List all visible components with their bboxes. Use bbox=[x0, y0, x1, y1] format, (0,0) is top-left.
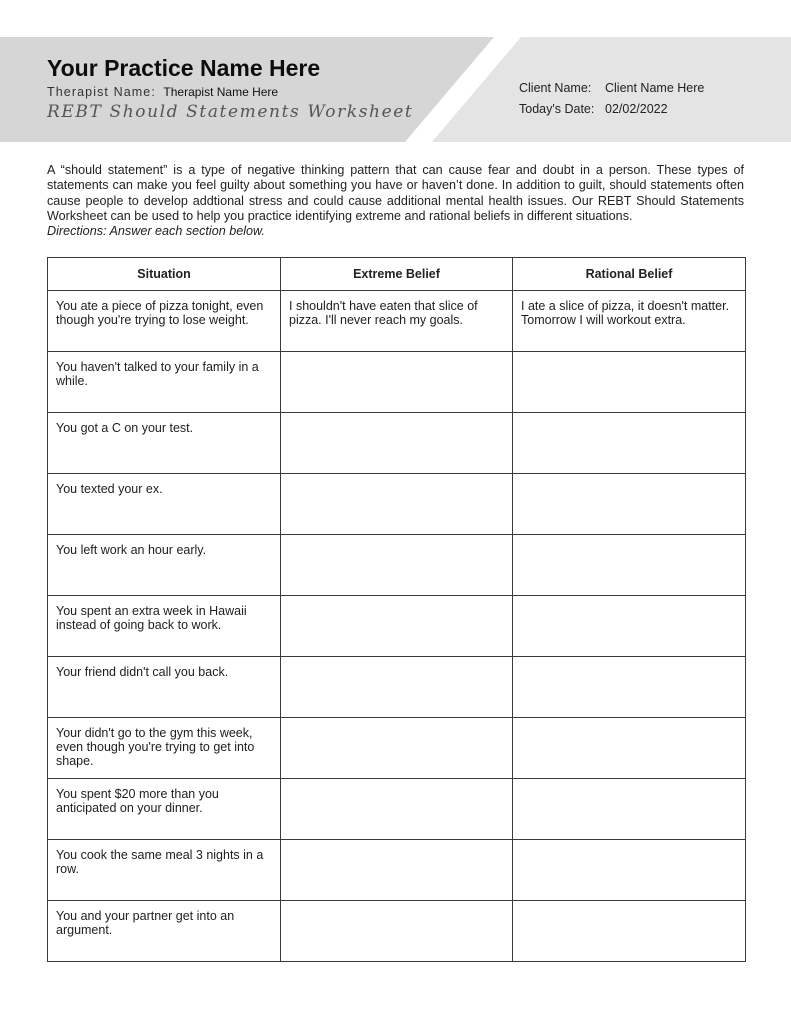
date-field[interactable]: 02/02/2022 bbox=[605, 102, 668, 116]
table-row bbox=[48, 901, 746, 962]
extreme-belief-cell[interactable] bbox=[281, 352, 513, 413]
therapist-label: Therapist Name: bbox=[47, 85, 156, 99]
situation-cell: You texted your ex. bbox=[48, 474, 281, 535]
rational-belief-cell[interactable] bbox=[513, 657, 746, 718]
date-label: Today's Date: bbox=[519, 102, 595, 116]
intro-text: A “should statement” is a type of negative thinking pattern that can cause fear and doubt in a person. These types of statements can make you feel guilty about something you have or haven’t done. In addition to guilt, should statements often cause people to develop addtional stress and could cause additional mental health issues. Our REBT Should Statements Worksheet can be used to help you practice identifying extreme and rational beliefs in different situations. bbox=[47, 163, 744, 223]
extreme-belief-cell[interactable] bbox=[281, 535, 513, 596]
table-row bbox=[48, 779, 746, 840]
situation-cell: You got a C on your test. bbox=[48, 413, 281, 474]
table-row bbox=[48, 291, 746, 352]
situation-cell: You cook the same meal 3 nights in a row. bbox=[48, 840, 281, 901]
date-row bbox=[519, 102, 704, 123]
situation-cell: Your friend didn't call you back. bbox=[48, 657, 281, 718]
table-row bbox=[48, 718, 746, 779]
rational-belief-cell[interactable] bbox=[513, 413, 746, 474]
situation-cell: You spent an extra week in Hawaii instead of going back to work. bbox=[48, 596, 281, 657]
worksheet-title: REBT Should Statements Worksheet bbox=[47, 102, 414, 122]
client-name-row bbox=[519, 81, 704, 102]
situation-cell: You and your partner get into an argument. bbox=[48, 901, 281, 962]
rational-belief-cell[interactable] bbox=[513, 535, 746, 596]
table-row bbox=[48, 535, 746, 596]
table-row bbox=[48, 413, 746, 474]
extreme-belief-cell[interactable] bbox=[281, 474, 513, 535]
therapist-row bbox=[47, 85, 278, 99]
client-name-label: Client Name: bbox=[519, 81, 592, 95]
extreme-belief-cell[interactable] bbox=[281, 840, 513, 901]
rational-belief-cell[interactable] bbox=[513, 596, 746, 657]
extreme-belief-cell[interactable]: I shouldn't have eaten that slice of pizza. I'll never reach my goals. bbox=[281, 291, 513, 352]
rational-belief-cell[interactable]: I ate a slice of pizza, it doesn't matter. Tomorrow I will workout extra. bbox=[513, 291, 746, 352]
header-rational-belief: Rational Belief bbox=[513, 258, 746, 291]
situation-cell: You spent $20 more than you anticipated on your dinner. bbox=[48, 779, 281, 840]
extreme-belief-cell[interactable] bbox=[281, 901, 513, 962]
table-row bbox=[48, 657, 746, 718]
situation-cell: You haven't talked to your family in a while. bbox=[48, 352, 281, 413]
worksheet-table bbox=[47, 257, 746, 962]
extreme-belief-cell[interactable] bbox=[281, 718, 513, 779]
client-name-field[interactable]: Client Name Here bbox=[605, 81, 705, 95]
table-row bbox=[48, 352, 746, 413]
table-header-row bbox=[48, 258, 746, 291]
header-situation: Situation bbox=[48, 258, 281, 291]
rational-belief-cell[interactable] bbox=[513, 901, 746, 962]
directions-text: Directions: Answer each section below. bbox=[47, 224, 265, 239]
client-info bbox=[519, 81, 704, 123]
rational-belief-cell[interactable] bbox=[513, 840, 746, 901]
practice-name: Your Practice Name Here bbox=[47, 55, 321, 81]
extreme-belief-cell[interactable] bbox=[281, 413, 513, 474]
rational-belief-cell[interactable] bbox=[513, 718, 746, 779]
extreme-belief-cell[interactable] bbox=[281, 779, 513, 840]
header-extreme-belief: Extreme Belief bbox=[281, 258, 513, 291]
situation-cell: You ate a piece of pizza tonight, even though you're trying to lose weight. bbox=[48, 291, 281, 352]
extreme-belief-cell[interactable] bbox=[281, 596, 513, 657]
situation-cell: Your didn't go to the gym this week, even though you're trying to get into shape. bbox=[48, 718, 281, 779]
table-row bbox=[48, 474, 746, 535]
table-row bbox=[48, 840, 746, 901]
situation-cell: You left work an hour early. bbox=[48, 535, 281, 596]
intro-paragraph bbox=[47, 163, 744, 239]
table-row bbox=[48, 596, 746, 657]
rational-belief-cell[interactable] bbox=[513, 779, 746, 840]
rational-belief-cell[interactable] bbox=[513, 474, 746, 535]
therapist-name-field[interactable]: Therapist Name Here bbox=[163, 85, 279, 99]
rational-belief-cell[interactable] bbox=[513, 352, 746, 413]
extreme-belief-cell[interactable] bbox=[281, 657, 513, 718]
